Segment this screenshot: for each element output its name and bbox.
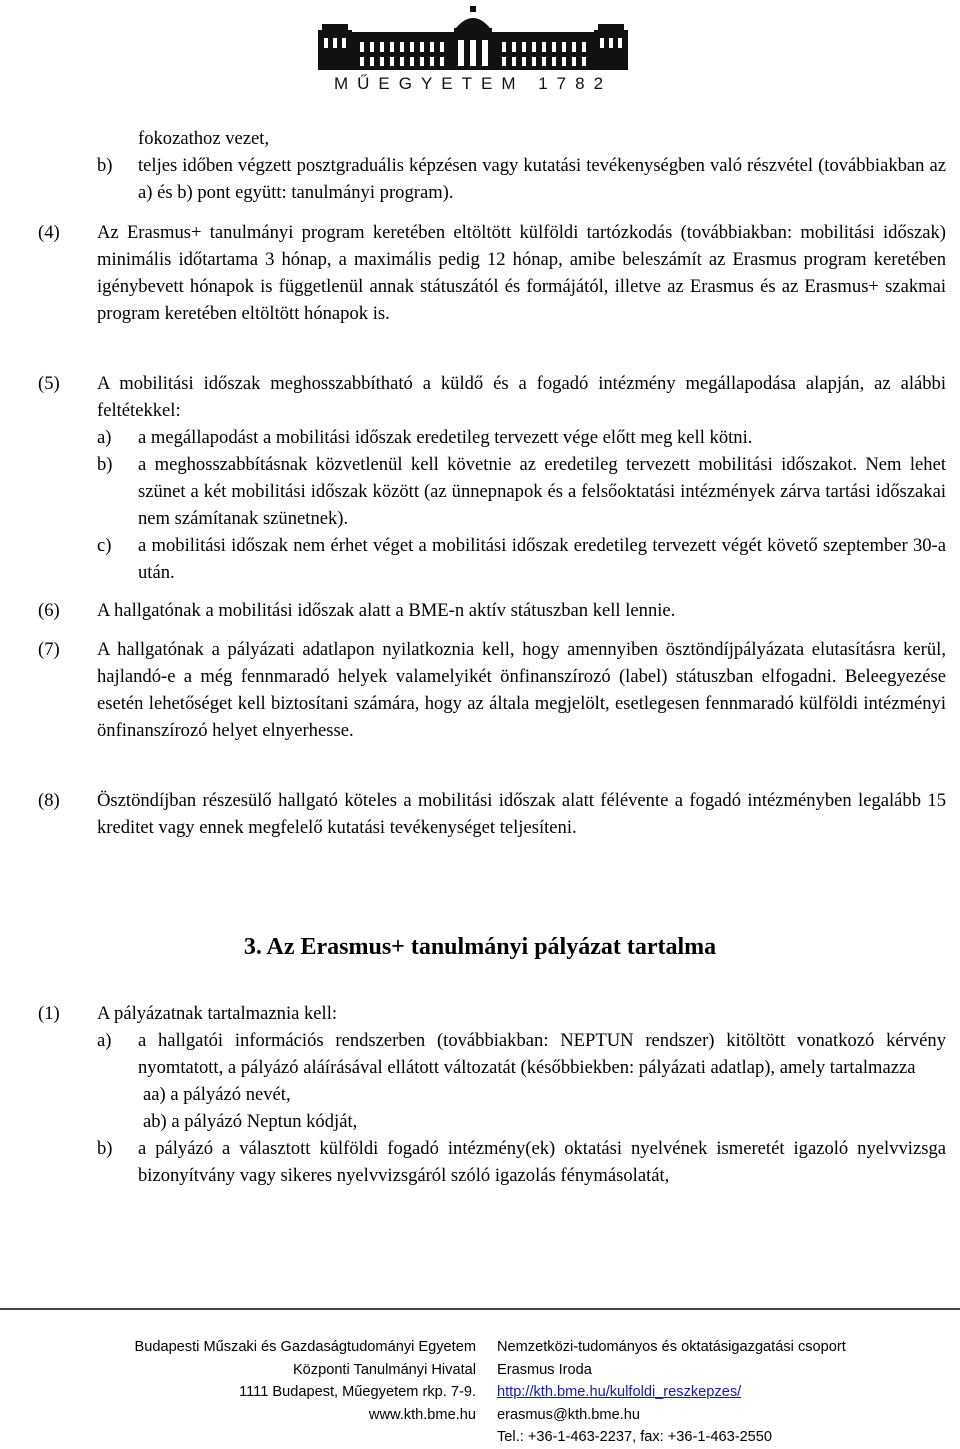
continuation-item-b: [97, 152, 946, 206]
item-text: teljes időben végzett posztgraduális képzésen vagy kutatási tevékenységben való részvétel (továbbiakban az a) és b) pont együtt: tanulmányi program).: [138, 155, 946, 203]
item-label: c): [97, 535, 112, 556]
paragraph-text: A hallgatónak a pályázati adatlapon nyilatkoznia kell, hogy amennyiben ösztöndíjpályázata elutasításra kerül, hajlandó-e a még fennmaradó helyek valamelyikét önfinanszírozó (label) státuszban elfogadni. Beleegyezése esetén lehetőséget kell biztosítani számára, hogy az általa megjelölt, esetlegesen fennmaradó külföldi intézményi önfinanszírozó helyet elnyerhesse.: [97, 639, 946, 741]
paragraph-text: Ösztöndíjban részesülő hallgató köteles a mobilitási időszak alatt félévente a fogadó intézményben legalább 15 kreditet vagy ennek megfelelő kutatási tevékenységet teljesíteni.: [97, 790, 946, 838]
section-3-subitem-aa: aa) a pályázó nevét,: [143, 1084, 291, 1105]
paragraph-5: [38, 370, 946, 586]
continuation-line: fokozathoz vezet,: [138, 128, 270, 149]
paragraph-number: (8): [38, 790, 60, 811]
footer-link[interactable]: http://kth.bme.hu/kulfoldi_reszkepzes/: [497, 1384, 742, 1401]
footer-email[interactable]: erasmus@kth.bme.hu: [497, 1406, 640, 1423]
item-text: a megállapodást a mobilitási időszak eredetileg tervezett vége előtt meg kell kötni.: [138, 427, 753, 448]
footer-address: 1111 Budapest, Műegyetem rkp. 7-9.: [239, 1384, 476, 1401]
paragraph-number: (4): [38, 222, 60, 243]
paragraph-number: (1): [38, 1003, 60, 1024]
section-3-item-b: [97, 1135, 946, 1189]
paragraph-number: (7): [38, 639, 60, 660]
footer-right: [497, 1336, 937, 1449]
footer-left: [40, 1336, 476, 1426]
footer-university: Budapesti Műszaki és Gazdaságtudományi Egyetem: [134, 1339, 476, 1355]
item-label: b): [97, 155, 113, 176]
footer-website[interactable]: www.kth.bme.hu: [368, 1406, 476, 1423]
footer-office: Központi Tanulmányi Hivatal: [292, 1361, 476, 1378]
paragraph-8: [38, 787, 946, 841]
item-text: a mobilitási időszak nem érhet véget a mobilitási időszak eredetileg tervezett végét követő szeptember 30-a után.: [138, 535, 946, 583]
item-label: a): [97, 1030, 112, 1051]
paragraph-text: Az Erasmus+ tanulmányi program keretében eltöltött külföldi tartózkodás (továbbiakban: mobilitási időszak) minimális időtartama 3 hónap, a maximális pedig 12 hónap, amibe beleszámít az Erasmus program keretében igénybevett hónapok is függetlenül annak státuszától és formájától, illetve az Erasmus és az Erasmus+ szakmai program keretében eltöltött hónapok is.: [97, 222, 946, 324]
footer-office-name: Erasmus Iroda: [497, 1361, 592, 1378]
paragraph-text: A hallgatónak a mobilitási időszak alatt a BME-n aktív státuszban kell lennie.: [97, 600, 676, 621]
footer-department: Nemzetközi-tudományos és oktatásigazgatási csoport: [497, 1339, 846, 1355]
section-3-subitem-ab: ab) a pályázó Neptun kódját,: [143, 1111, 358, 1132]
paragraph-7: [38, 636, 946, 744]
paragraph-number: (6): [38, 600, 60, 621]
paragraph-text: A pályázatnak tartalmaznia kell:: [97, 1003, 338, 1024]
item-text: a pályázó a választott külföldi fogadó intézmény(ek) oktatási nyelvének ismeretét igazoló nyelvvizsga bizonyítvány vagy sikeres nyelvvizsgáról szóló igazolás fénymásolatát,: [138, 1138, 946, 1186]
paragraph-text: A mobilitási időszak meghosszabbítható a küldő és a fogadó intézmény megállapodása alapján, az alábbi feltétekkel:: [97, 373, 946, 421]
paragraph-4: [38, 219, 946, 327]
item-label: b): [97, 454, 113, 475]
item-label: a): [97, 427, 112, 448]
section-title: 3. Az Erasmus+ tanulmányi pályázat tartalma: [243, 934, 717, 960]
continuation-block: [38, 125, 946, 206]
section-3-paragraph-1: [38, 1000, 946, 1189]
footer-divider: [0, 1308, 960, 1310]
paragraph-5-item-c: [97, 532, 946, 586]
footer-phone: Tel.: +36-1-463-2237, fax: +36-1-463-2550: [497, 1429, 773, 1446]
item-text: a hallgatói információs rendszerben (továbbiakban: NEPTUN rendszer) kitöltött vonatkozó kérvény nyomtatott, a pályázó aláírásával ellátott változatát (későbbiekben: pályázati adatlap), amely tartalmazza: [138, 1030, 946, 1078]
paragraph-number: (5): [38, 373, 60, 394]
logo-text: MŰEGYETEM 1782: [333, 74, 613, 93]
building-icon: [318, 6, 628, 72]
university-logo: [318, 6, 628, 96]
paragraph-5-item-b: [97, 451, 946, 532]
item-text: a meghosszabbításnak közvetlenül kell követnie az eredetileg tervezett mobilitási időszakot. Nem lehet szünet a két mobilitási időszak között (az ünnepnapok és a felsőoktatási intézmények zárva tartási időszakai nem számítanak szünetnek).: [138, 454, 946, 529]
paragraph-5-item-a: [97, 424, 946, 451]
paragraph-6: [38, 597, 946, 624]
item-label: b): [97, 1138, 113, 1159]
section-3-item-a: [97, 1027, 946, 1081]
